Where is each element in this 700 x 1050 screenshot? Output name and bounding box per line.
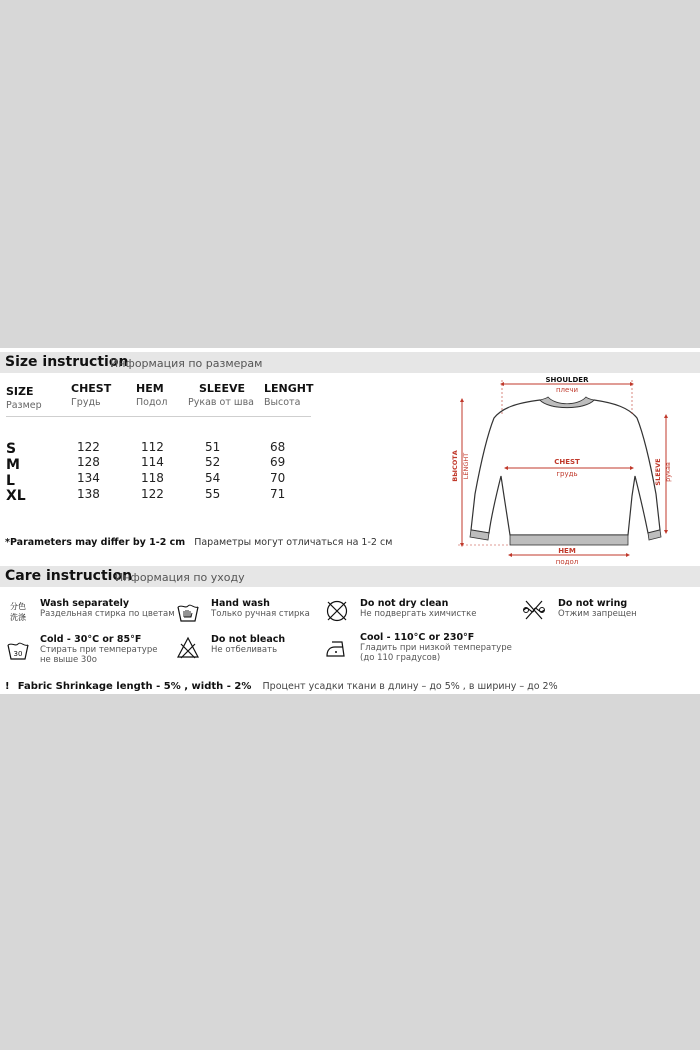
length-label: LENGHT — [462, 452, 470, 480]
col-chest-header: CHEST — [71, 382, 112, 395]
row-m-chest: 128 — [77, 455, 100, 469]
care-no-wring-desc: Отжим запрещен — [558, 609, 637, 619]
care-iron-cool-title: Cool - 110°C or 230°F — [360, 632, 475, 643]
row-s-length: 68 — [270, 440, 286, 454]
care-instruction-subtitle: Информация по уходу — [115, 571, 245, 584]
row-s-sleeve: 51 — [205, 440, 221, 454]
parameters-note-ru: Параметры могут отличаться на 1-2 см — [194, 537, 393, 548]
row-xl-sleeve: 55 — [205, 487, 221, 501]
care-hand-wash-desc: Только ручная стирка — [211, 609, 310, 619]
care-hand-wash-title: Hand wash — [211, 598, 270, 609]
care-iron-cool-desc-1: Гладить при низкой температуре — [360, 643, 512, 653]
care-instruction-title: Care instruction — [5, 568, 133, 584]
sweatshirt-diagram — [448, 372, 670, 568]
row-xl-length: 71 — [270, 487, 286, 501]
care-cold-wash-title: Cold - 30°C or 85°F — [40, 634, 142, 645]
row-s-size: S — [6, 441, 17, 457]
row-l-hem: 118 — [141, 471, 164, 485]
care-wash-separately-title: Wash separately — [40, 598, 130, 609]
svg-text:30: 30 — [13, 650, 23, 658]
care-no-bleach-desc: Не отбеливать — [211, 645, 278, 655]
care-cold-wash-desc-1: Стирать при температуре — [40, 645, 158, 655]
shoulder-label: SHOULDER — [545, 376, 589, 384]
care-cold-wash-desc-2: не выше 30о — [40, 655, 97, 665]
hem-label: HEM — [558, 547, 576, 555]
hand-wash-icon — [176, 599, 200, 623]
col-length-header: LENGHT — [264, 382, 314, 395]
col-chest-sub: Грудь — [71, 397, 101, 408]
care-no-bleach-title: Do not bleach — [211, 634, 286, 645]
parameters-note-en: *Parameters may differ by 1-2 cm — [5, 537, 186, 548]
sleeve-label-ru: рукав — [664, 462, 672, 482]
shrinkage-mark: ! — [5, 681, 10, 692]
col-size-sub: Размер — [6, 400, 42, 411]
shoulder-label-ru: плечи — [555, 386, 579, 394]
no-bleach-icon — [176, 636, 200, 660]
care-instruction-bar — [0, 566, 700, 587]
care-no-dry-clean-title: Do not dry clean — [360, 598, 449, 609]
row-s-hem: 112 — [141, 440, 164, 454]
sleeve-label: SLEEVE — [654, 458, 662, 486]
row-m-length: 69 — [270, 455, 286, 469]
iron-cool-icon — [325, 636, 349, 660]
header-divider — [6, 416, 311, 417]
row-m-hem: 114 — [141, 455, 164, 469]
separate-wash-icon — [6, 599, 30, 623]
row-m-sleeve: 52 — [205, 455, 221, 469]
care-no-dry-clean-desc: Не подвергать химчистке — [360, 609, 477, 619]
no-dry-clean-icon — [325, 599, 349, 623]
row-l-chest: 134 — [77, 471, 100, 485]
row-l-sleeve: 54 — [205, 471, 221, 485]
col-hem-sub: Подол — [136, 397, 168, 408]
row-xl-hem: 122 — [141, 487, 164, 501]
row-l-size: L — [6, 473, 15, 489]
cold-wash-icon — [6, 637, 30, 661]
col-sleeve-sub: Рукав от шва — [188, 397, 255, 408]
shrinkage-note — [5, 681, 558, 692]
col-length-sub: Высота — [264, 397, 301, 408]
size-instruction-bar — [0, 352, 700, 373]
no-wring-icon — [522, 598, 546, 622]
length-label-ru: ВЫСОТА — [451, 450, 459, 482]
shrinkage-ru: Процент усадки ткани в длину – до 5% , в ширину – до 2% — [262, 681, 558, 692]
shrinkage-en: Fabric Shrinkage length - 5% , width - 2% — [17, 681, 252, 692]
row-m-size: M — [6, 457, 20, 473]
row-l-length: 70 — [270, 471, 286, 485]
row-s-chest: 122 — [77, 440, 100, 454]
size-instruction-title: Size instruction — [5, 354, 129, 370]
care-wash-separately-desc: Раздельная стирка по цветам — [40, 609, 175, 619]
care-no-wring-title: Do not wring — [558, 598, 628, 609]
svg-text:洗涤: 洗涤 — [10, 613, 26, 622]
col-sleeve-header: SLEEVE — [199, 382, 245, 395]
chest-label-ru: грудь — [556, 470, 578, 478]
row-xl-size: XL — [6, 488, 26, 504]
col-size-header: SIZE — [6, 385, 34, 398]
size-instruction-subtitle: Информация по размерам — [110, 357, 263, 370]
care-iron-cool-desc-2: (до 110 градусов) — [360, 653, 441, 663]
hem-label-ru: подол — [555, 558, 579, 566]
parameters-note — [5, 537, 392, 548]
col-hem-header: HEM — [136, 382, 164, 395]
svg-text:分色: 分色 — [10, 602, 26, 611]
row-xl-chest: 138 — [77, 487, 100, 501]
chest-label: CHEST — [554, 458, 580, 466]
